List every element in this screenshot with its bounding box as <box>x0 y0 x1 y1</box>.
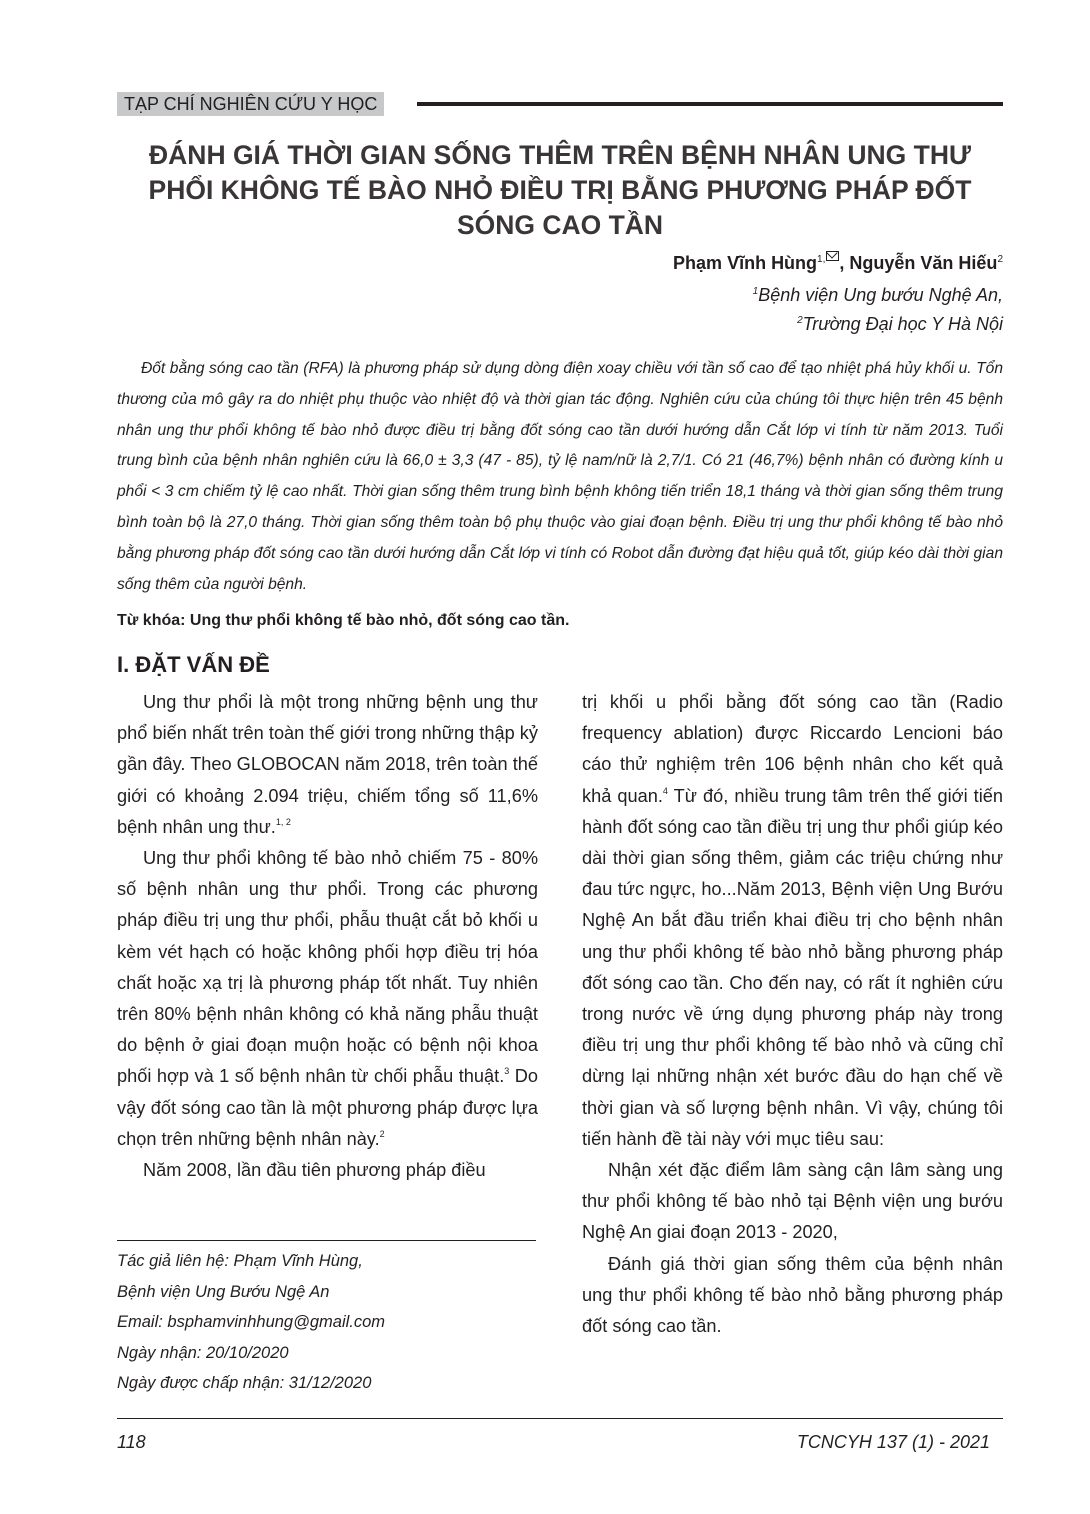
author-name: Phạm Vĩnh Hùng <box>673 253 818 273</box>
reference-marker: 2 <box>379 1128 385 1139</box>
affiliation-number: 2 <box>797 315 803 326</box>
journal-header <box>117 92 1003 116</box>
paragraph <box>117 843 538 1155</box>
paragraph-text: Năm 2008, lần đầu tiên phương pháp điều <box>143 1160 486 1181</box>
affiliation-number: 1 <box>752 286 759 297</box>
mail-icon <box>826 251 839 261</box>
paragraph-text: Đánh giá thời gian sống thêm của bệnh nhân ung thư phổi không tế bào nhỏ bằng phương pháp đốt sóng cao tần. <box>582 1253 1003 1337</box>
paragraph-text: Ung thư phổi không tế bào nhỏ chiếm 75 - 80% số bệnh nhân ung thư phổi. Trong các phương pháp điều trị ung thư phổi, phẫu thuật cắt bỏ khối u kèm vét hạch có hoặc không phối hợp điều trị hóa chất hoặc xạ trị là phương pháp tốt nhất. Tuy nhiên trên 80% bệnh nhân không có khả năng phẫu thuật do bệnh ở giai đoạn muộn hoặc có bệnh nội khoa phối hợp và 1 số bệnh nhân từ chối phẫu thuật. <box>117 848 538 1087</box>
paragraph-text: Từ đó, nhiều trung tâm trên thế giới tiến hành đốt sóng cao tần điều trị ung thư phổi giúp kéo dài thời gian sống thêm, giảm các triệu chứng như đau tức ngực, ho...Năm 2013, Bệnh viện Ung Bướu Nghệ An bắt đầu triển khai điều trị cho bệnh nhân ung thư phổi không tế bào nhỏ bằng phương pháp đốt sóng cao tần. Cho đến nay, có rất ít nghiên cứu trong nước về ứng dụng phương pháp này trong điều trị ung thư phổi không tế bào nhỏ và cũng chỉ dừng lại những nhận xét bước đầu do hạn chế về thời gian và số lượng bệnh nhân. Vì vậy, chúng tôi tiến hành đề tài này với mục tiêu sau: <box>582 785 1004 1149</box>
author-affiliation-ref: 1, <box>817 254 826 265</box>
affiliation-text: Trường Đại học Y Hà Nội <box>802 314 1003 334</box>
paragraph-text: trị khối u phổi bằng đốt sóng cao tần (Radio frequency ablation) được Riccardo Lencioni báo cáo thử nghiệm trên 106 bệnh nhân cho kết quả khả quan. <box>582 692 1003 806</box>
journal-name: TẠP CHÍ NGHIÊN CỨU Y HỌC <box>117 92 384 116</box>
page-number: 118 <box>117 1432 146 1452</box>
paragraph-text: Ung thư phổi là một trong những bệnh ung thư phổ biến nhất trên toàn thế giới trong những thập kỷ gần đây. Theo GLOBOCAN năm 2018, trên toàn thế giới có khoảng 2.094 triệu, chiếm tổng số 11,6% bệnh nhân ung thư. <box>117 692 538 837</box>
body-column-right <box>582 687 1003 1342</box>
header-rule <box>417 102 1003 106</box>
author-separator: , <box>839 253 850 273</box>
body-column-left <box>117 687 538 1186</box>
footnote-line: Tác giả liên hệ: Phạm Vĩnh Hùng, <box>117 1252 363 1270</box>
author-name: Nguyễn Văn Hiếu <box>849 253 998 273</box>
paragraph <box>582 1249 1003 1343</box>
reference-marker: 3 <box>504 1066 510 1077</box>
footnote-line: Ngày nhận: 20/10/2020 <box>117 1343 289 1362</box>
affiliation-2 <box>797 309 1003 336</box>
paragraph-text: Do vậy đốt sóng cao tần là một phương pháp được lựa chọn trên những bệnh nhân này. <box>117 1066 538 1149</box>
paragraph-text: Nhận xét đặc điểm lâm sàng cận lâm sàng ung thư phổi không tế bào nhỏ tại Bệnh viện ung bướu Nghệ An giai đoạn 2013 - 2020, <box>582 1160 1003 1243</box>
reference-marker: 1, 2 <box>275 816 291 827</box>
affiliation-1 <box>753 280 1003 307</box>
article-title: ĐÁNH GIÁ THỜI GIAN SỐNG THÊM TRÊN BỆNH NHÂN UNG THƯ PHỔI KHÔNG TẾ BÀO NHỎ ĐIỀU TRỊ BẰNG PHƯƠNG PHÁP ĐỐT SÓNG CAO TẦN <box>148 140 972 240</box>
section-title: I. ĐẶT VẤN ĐỀ <box>117 652 270 677</box>
journal-issue: TCNCYH 137 (1) - 2021 <box>796 1432 990 1452</box>
author-line <box>673 248 1003 275</box>
paragraph <box>117 687 538 843</box>
paragraph <box>582 687 1003 1155</box>
footer-rule <box>117 1418 1003 1419</box>
keywords: Từ khóa: Ung thư phổi không tế bào nhỏ, đốt sóng cao tần. <box>117 612 570 629</box>
footnote-line: Bệnh viện Ung Bướu Ngệ An <box>117 1282 330 1301</box>
reference-marker: 4 <box>662 785 668 796</box>
correspondence-footnote <box>117 1246 536 1399</box>
footnote-line: Email: bsphamvinhhung@gmail.com <box>117 1313 386 1331</box>
footnote-line: Ngày được chấp nhận: 31/12/2020 <box>117 1374 372 1392</box>
paragraph <box>117 1155 538 1186</box>
paragraph <box>582 1155 1003 1249</box>
abstract: Đốt bằng sóng cao tần (RFA) là phương pháp sử dụng dòng điện xoay chiều với tần số cao để tạo nhiệt phá hủy khối u. Tổn thương của mô gây ra do nhiệt phụ thuộc vào nhiệt độ và thời gian tác động. Nghiên cứu của chúng tôi thực hiện trên 45 bệnh nhân ung thư phổi không tế bào nhỏ được điều trị bằng đốt sóng cao tần dưới hướng dẫn Cắt lớp vi tính từ năm 2013. Tuổi trung bình của bệnh nhân nghiên cứu là 66,0 ± 3,3 (47 - 85), tỷ lệ nam/nữ là 2,7/1. Có 21 (46,7%) bệnh nhân có đường kính u phổi < 3 cm chiếm tỷ lệ cao nhất. Thời gian sống thêm trung bình bệnh không tiến triển 18,1 tháng và thời gian sống thêm trung bình toàn bộ là 27,0 tháng. Thời gian sống thêm toàn bộ phụ thuộc vào giai đoạn bệnh. Điều trị ung thư phổi không tế bào nhỏ bằng phương pháp đốt sóng cao tần dưới hướng dẫn Cắt lớp vi tính có Robot dẫn đường đạt hiệu quả tốt, giúp kéo dài thời gian sống thêm của người bệnh. <box>117 360 1003 593</box>
footnote-rule <box>117 1240 536 1241</box>
author-affiliation-ref: 2 <box>997 254 1003 265</box>
affiliation-text: Bệnh viện Ung bướu Nghệ An, <box>758 285 1003 305</box>
